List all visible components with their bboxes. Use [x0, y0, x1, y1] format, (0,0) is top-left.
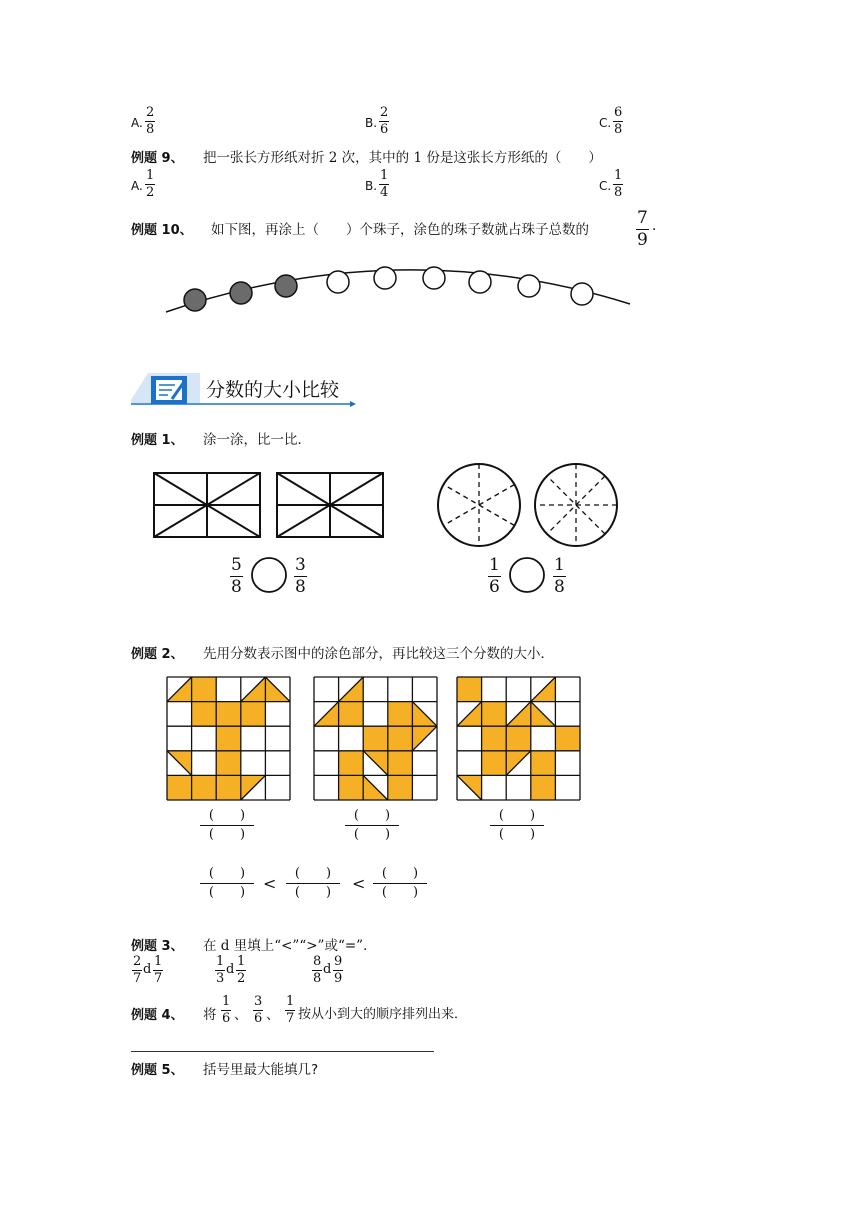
grid2-shaded-square: [388, 775, 413, 800]
s4-label: 例题 4、: [131, 1008, 184, 1023]
s3-item3-frac-1: 8 8: [313, 954, 322, 986]
less-than-2: <: [352, 874, 366, 893]
s1-label: 例题 1、: [131, 433, 184, 448]
s4-sep-2: 、: [266, 1007, 280, 1023]
s1-right-frac-2: 1 8: [554, 555, 565, 597]
s3-item2-blank[interactable]: d: [226, 962, 235, 977]
grid3-shaded-square: [457, 677, 482, 702]
s4-pre: 将: [203, 1007, 217, 1023]
q10-fraction: 7 9: [637, 208, 648, 250]
grid1-shaded-square: [192, 775, 217, 800]
s1-right-frac-1: 1 6: [489, 555, 500, 597]
s4-post: 按从小到大的顺序排列出来．: [298, 1007, 468, 1022]
grid2-shaded-square: [339, 775, 364, 800]
grid1-shaded-square: [216, 726, 241, 751]
s3-label: 例题 3、: [131, 939, 184, 954]
order-answer-1[interactable]: ( ) ( ): [200, 866, 254, 901]
s5-label: 例题 5、: [131, 1063, 184, 1078]
q9-option-a-fraction: 1 2: [146, 168, 155, 200]
option-a-fraction: 2 8: [146, 105, 155, 137]
less-than-1: <: [263, 874, 277, 893]
s1-left-frac-2: 3 8: [295, 555, 306, 597]
q9-text: 把一张长方形纸对折 2 次，其中的 1 份是这张长方形纸的（ ）: [203, 150, 602, 166]
q10-label: 例题 10、: [131, 223, 193, 238]
grid2-shaded-square: [363, 726, 388, 751]
grid3-shaded-square: [531, 751, 556, 776]
grid3-shaded-square: [482, 702, 507, 727]
s1-left-frac-1: 5 8: [231, 555, 242, 597]
grid2-shaded-square: [388, 751, 413, 776]
grid1-shaded-square: [241, 702, 266, 727]
grid2-shaded-square: [339, 702, 364, 727]
grid1-shaded-square: [216, 751, 241, 776]
s2-label: 例题 2、: [131, 647, 184, 662]
option-b-fraction: 2 6: [380, 105, 389, 137]
grid1-shaded-square: [192, 702, 217, 727]
q9-option-c-letter: C.: [599, 179, 612, 193]
s3-item3-blank[interactable]: d: [323, 962, 332, 977]
grid3-shaded-square: [482, 751, 507, 776]
grid1-shaded-square: [167, 775, 192, 800]
divider-line: [131, 1051, 434, 1052]
s3-text: 在 d 里填上“<”“>”或“=”．: [203, 938, 377, 954]
s4-frac-2: 3 6: [254, 994, 263, 1026]
s4-frac-3: 1 7: [286, 994, 295, 1026]
grid1-answer[interactable]: ( ) ( ): [200, 808, 254, 843]
s3-item2-frac-1: 1 3: [216, 954, 225, 986]
s4-sep-1: 、: [234, 1007, 248, 1023]
q10-text: 如下图，再涂上（ ）个珠子，涂色的珠子数就占珠子总数的: [211, 222, 589, 238]
option-c-fraction: 6 8: [614, 105, 623, 137]
grid3-shaded-square: [531, 775, 556, 800]
s3-item1-frac-1: 2 7: [133, 954, 142, 986]
s3-item3-frac-2: 9 9: [334, 954, 343, 986]
q9-option-c-fraction: 1 8: [614, 168, 623, 200]
grid3-shaded-square: [506, 726, 531, 751]
s3-item1-frac-2: 1 7: [154, 954, 163, 986]
grid1-shaded-square: [216, 775, 241, 800]
q10-period: .: [652, 218, 657, 234]
option-a-letter: A.: [131, 116, 143, 130]
s1-text: 涂一涂，比一比．: [203, 432, 311, 448]
q9-label: 例题 9、: [131, 151, 184, 166]
grid3-shaded-square: [482, 726, 507, 751]
s3-item2-frac-2: 1 2: [237, 954, 246, 986]
option-c-letter: C.: [599, 116, 612, 130]
grid2-shaded-square: [388, 702, 413, 727]
option-b-letter: B.: [365, 116, 378, 130]
grid1-shaded-square: [216, 702, 241, 727]
q9-option-b-fraction: 1 4: [380, 168, 389, 200]
grid3-answer[interactable]: ( ) ( ): [490, 808, 544, 843]
order-answer-3[interactable]: ( ) ( ): [373, 866, 427, 901]
grid3-shaded-square: [555, 726, 580, 751]
s2-text: 先用分数表示图中的涂色部分，再比较这三个分数的大小．: [203, 646, 554, 662]
grid2-shaded-square: [339, 751, 364, 776]
s3-item1-blank[interactable]: d: [143, 962, 152, 977]
s5-text: 括号里最大能填几?: [203, 1062, 319, 1078]
q9-option-a-letter: A.: [131, 179, 143, 193]
q9-option-b-letter: B.: [365, 179, 378, 193]
s4-frac-1: 1 6: [222, 994, 231, 1026]
grid1-shaded-square: [192, 677, 217, 702]
section-title: 分数的大小比较: [206, 379, 340, 401]
grid2-shaded-square: [388, 726, 413, 751]
order-answer-2[interactable]: ( ) ( ): [286, 866, 340, 901]
grid2-answer[interactable]: ( ) ( ): [345, 808, 399, 843]
